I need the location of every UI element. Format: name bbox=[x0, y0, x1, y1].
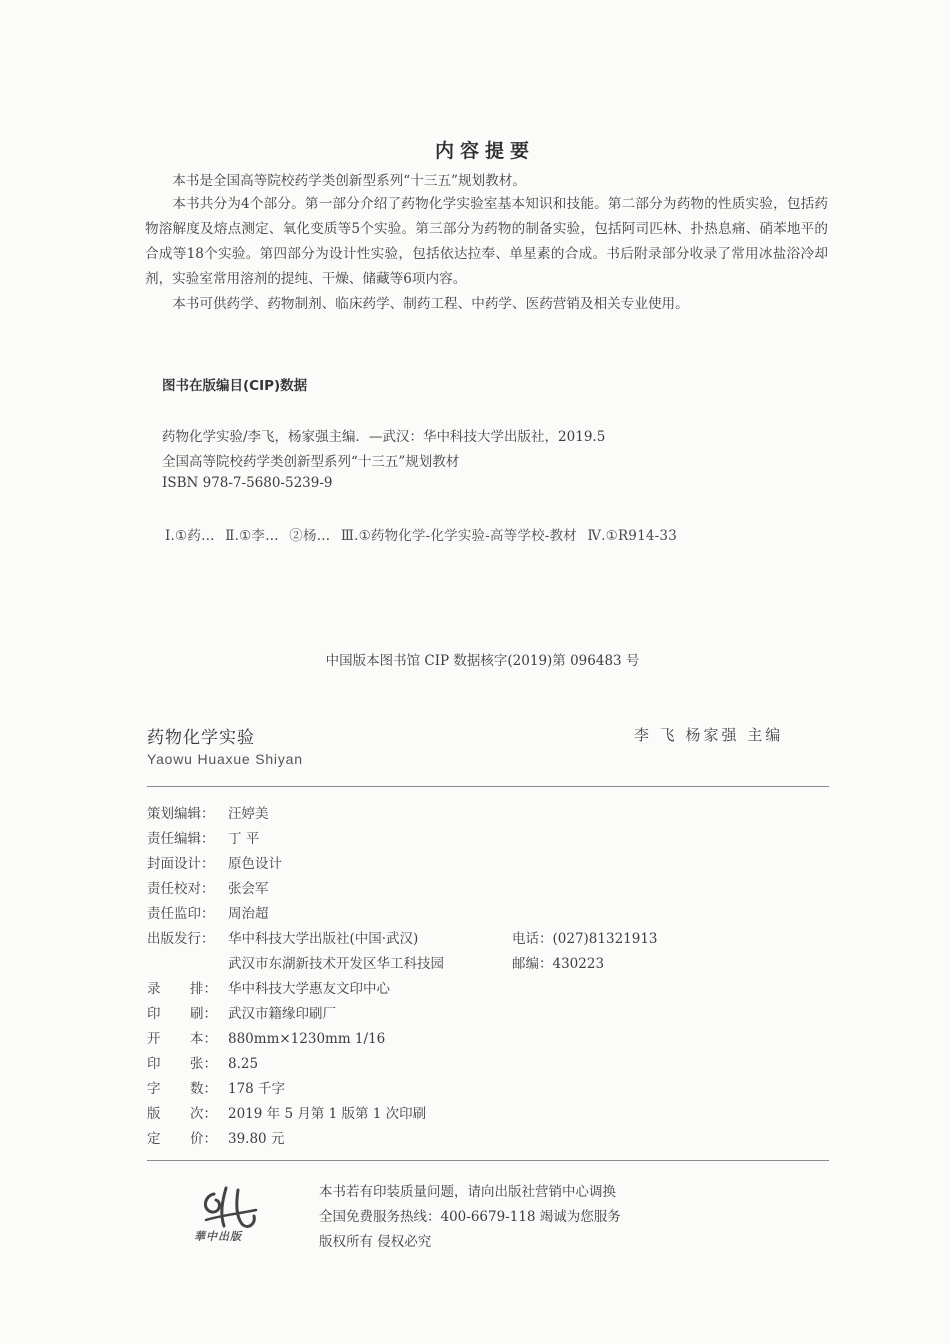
spec-label-char: 印 bbox=[147, 1006, 161, 1022]
summary-paragraph-3: 本书可供药学、药物制剂、临床药学、制药工程、中药学、医药营销及相关专业使用。 bbox=[172, 296, 689, 312]
credit-label: 出版发行： bbox=[147, 931, 215, 947]
spec-typeset bbox=[147, 977, 390, 997]
spec-value: 8.25 bbox=[228, 1056, 259, 1072]
spec-label-char: 定 bbox=[147, 1131, 161, 1147]
spec-price bbox=[147, 1127, 284, 1147]
spec-value: 华中科技大学惠友文印中心 bbox=[228, 981, 390, 997]
spec-label-char: 字 bbox=[147, 1081, 161, 1097]
summary-title: 内容提要 bbox=[434, 140, 535, 162]
book-authors: 李 飞 杨家强 主编 bbox=[634, 726, 784, 744]
credit-label: 责任校对： bbox=[147, 881, 215, 897]
credit-value: 张会军 bbox=[228, 881, 269, 897]
cip-line-1: 药物化学实验/李飞，杨家强主编．—武汉：华中科技大学出版社，2019.5 bbox=[162, 429, 606, 445]
spec-label-char: 次： bbox=[190, 1106, 217, 1122]
phone-label: 电话： bbox=[512, 931, 553, 947]
quality-note: 本书若有印装质量问题，请向出版社营销中心调换 bbox=[319, 1184, 616, 1200]
cip-isbn: ISBN 978-7-5680-5239-9 bbox=[162, 475, 333, 491]
divider-bottom bbox=[147, 1160, 829, 1161]
book-title: 药物化学实验 bbox=[147, 728, 255, 748]
credit-proof bbox=[147, 877, 269, 897]
spec-label-char: 价： bbox=[190, 1131, 217, 1147]
spec-label-char: 本： bbox=[190, 1031, 217, 1047]
credit-editor bbox=[147, 827, 259, 847]
spec-sheets bbox=[147, 1052, 258, 1072]
spec-words bbox=[147, 1077, 285, 1097]
credit-supervisor bbox=[147, 902, 269, 922]
postcode-value: 430223 bbox=[552, 956, 605, 972]
spec-label-char: 刷： bbox=[190, 1006, 217, 1022]
publisher-postcode bbox=[512, 952, 604, 972]
credit-value: 华中科技大学出版社(中国·武汉) bbox=[228, 931, 419, 947]
summary-paragraph-2: 本书共分为4个部分。第一部分介绍了药物化学实验室基本知识和技能。第二部分为药物的性质实验，包括药物溶解度及熔点测定、氧化变质等5个实验。第三部分为药物的制备实验，包括阿司匹林、扑热息痛、硝苯地平的合成等18个实验。第四部分为设计性实验，包括依达拉奉、单星素的合成。书后附录部分收录了常用冰盐浴冷却剂，实验室常用溶剂的提纯、干燥、储藏等6项内容。 bbox=[145, 196, 828, 287]
credit-publisher bbox=[147, 927, 418, 947]
book-pinyin: Yaowu Huaxue Shiyan bbox=[147, 751, 303, 767]
publisher-logo-text: 華中出版 bbox=[194, 1230, 242, 1243]
cip-classification: Ⅰ.①药… Ⅱ.①李… ②杨… Ⅲ.①药物化学-化学实验-高等学校-教材 Ⅳ.①R914-33 bbox=[165, 528, 678, 544]
postcode-label: 邮编： bbox=[512, 956, 553, 972]
spec-label bbox=[147, 1027, 217, 1047]
cip-line-2: 全国高等院校药学类创新型系列“十三五”规划教材 bbox=[162, 454, 460, 470]
spec-label-char: 排： bbox=[190, 981, 217, 997]
spec-label bbox=[147, 1102, 217, 1122]
credit-cover bbox=[147, 852, 282, 872]
phone-value: (027)81321913 bbox=[552, 931, 658, 947]
copyright-notice: 版权所有 侵权必究 bbox=[319, 1234, 432, 1250]
spec-label bbox=[147, 1002, 217, 1022]
credit-value: 汪婷美 bbox=[228, 806, 269, 822]
spec-edition bbox=[147, 1102, 426, 1122]
spec-value: 39.80 元 bbox=[228, 1131, 285, 1147]
spec-print bbox=[147, 1002, 336, 1022]
spec-value: 880mm×1230mm 1/16 bbox=[228, 1031, 386, 1047]
credit-value: 原色设计 bbox=[228, 856, 282, 872]
credit-planning bbox=[147, 802, 269, 822]
credit-value: 周治超 bbox=[228, 906, 269, 922]
spec-value: 武汉市籍缘印刷厂 bbox=[228, 1006, 336, 1022]
spec-label-char: 印 bbox=[147, 1056, 161, 1072]
cip-verification: 中国版本图书馆 CIP 数据核字(2019)第 096483 号 bbox=[325, 653, 640, 669]
spec-label-char: 录 bbox=[147, 981, 161, 997]
service-hotline: 全国免费服务热线：400-6679-118 竭诚为您服务 bbox=[319, 1209, 621, 1225]
spec-label bbox=[147, 977, 217, 997]
spec-label-char: 版 bbox=[147, 1106, 161, 1122]
publisher-phone bbox=[512, 927, 658, 947]
credit-label: 封面设计： bbox=[147, 856, 215, 872]
spec-label bbox=[147, 1052, 217, 1072]
credit-label: 责任编辑： bbox=[147, 831, 215, 847]
spec-value: 178 千字 bbox=[228, 1081, 286, 1097]
spec-label bbox=[147, 1077, 217, 1097]
credit-address: 武汉市东湖新技术开发区华工科技园 bbox=[228, 956, 444, 972]
spec-label-char: 数： bbox=[190, 1081, 217, 1097]
cip-heading: 图书在版编目(CIP)数据 bbox=[162, 378, 308, 394]
credit-label: 责任监印： bbox=[147, 906, 215, 922]
spec-label-char: 开 bbox=[147, 1031, 161, 1047]
summary-paragraph-1: 本书是全国高等院校药学类创新型系列“十三五”规划教材。 bbox=[172, 173, 526, 189]
spec-value: 2019 年 5 月第 1 版第 1 次印刷 bbox=[228, 1106, 427, 1122]
spec-label bbox=[147, 1127, 217, 1147]
credit-label: 策划编辑： bbox=[147, 806, 215, 822]
spec-format bbox=[147, 1027, 385, 1047]
spec-label-char: 张： bbox=[190, 1056, 217, 1072]
divider-top bbox=[147, 786, 829, 787]
credit-value: 丁 平 bbox=[228, 831, 260, 847]
